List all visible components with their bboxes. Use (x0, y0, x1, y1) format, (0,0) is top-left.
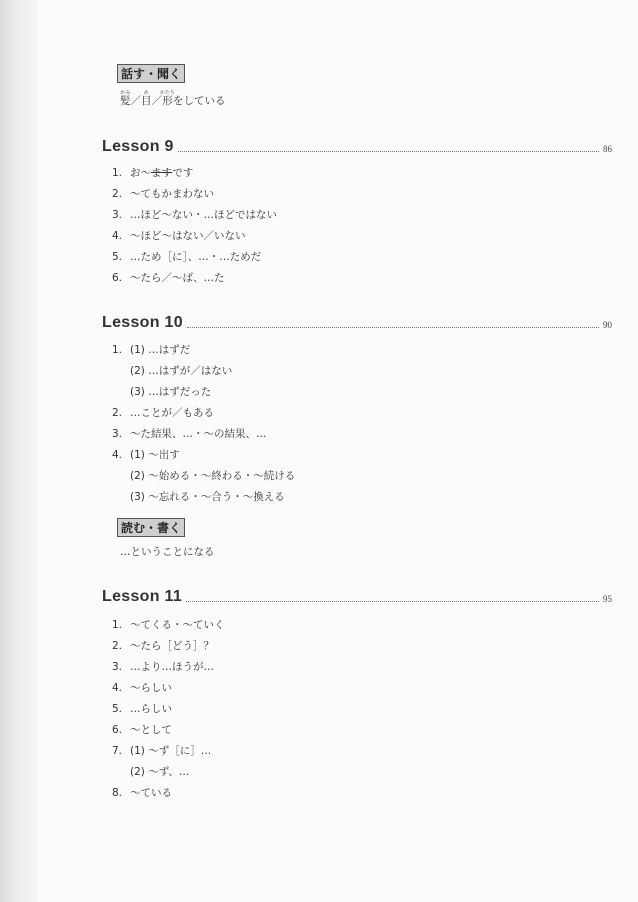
sep: ／ (151, 95, 162, 107)
item-text: (1) …はずだ (130, 344, 191, 356)
dot-leader (186, 600, 599, 602)
list-item (112, 271, 225, 285)
list-item (112, 786, 172, 800)
list-item (112, 448, 180, 462)
dot-leader (178, 150, 599, 152)
item-text: ～らしい (130, 682, 172, 694)
item-text: (1) ～出す (130, 449, 180, 461)
item-text: ～てもかまわない (130, 188, 214, 200)
item-text: お～ (130, 167, 151, 179)
item-number: 6. (112, 724, 123, 736)
item-text: (1) ～ず［に］… (130, 745, 212, 757)
list-item (112, 639, 214, 653)
list-item (112, 723, 172, 737)
item-number: 1. (112, 344, 123, 356)
yomu-kaku-badge (117, 518, 185, 537)
list-item (112, 187, 214, 201)
list-item (112, 681, 172, 695)
lesson-11-heading (102, 586, 612, 606)
item-text: (3) …はずだった (130, 386, 212, 398)
item-number: 6. (112, 272, 123, 284)
katachi-text: 形 (160, 95, 175, 107)
struck-text: ます (151, 167, 173, 179)
kami-ruby: かみ (120, 90, 131, 96)
list-item (130, 765, 189, 779)
list-item (112, 250, 261, 264)
list-item (130, 364, 232, 378)
list-item (112, 660, 214, 674)
item-number: 2. (112, 407, 123, 419)
item-number: 5. (112, 703, 123, 715)
lesson-title: Lesson 9 (102, 138, 174, 155)
item-text: です (172, 167, 194, 179)
list-item (112, 744, 211, 758)
item-number: 4. (112, 449, 123, 461)
item-number: 5. (112, 251, 123, 263)
item-text: …ほど～ない・…ほどではない (130, 209, 277, 221)
item-text: …より…ほうが… (130, 661, 214, 673)
list-item (112, 166, 193, 180)
badge-label: 話す・聞く (121, 67, 182, 81)
hanasu-kiku-badge (117, 64, 185, 83)
item-text: …ことが／もある (130, 407, 214, 419)
item-number: 3. (112, 661, 123, 673)
item-text: (3) ～忘れる・～合う・～換える (130, 491, 285, 503)
rest-text: をしている (173, 95, 226, 107)
katachi-ruby: かたち (160, 90, 176, 96)
list-item (112, 702, 172, 716)
lesson-title: Lesson 11 (102, 588, 183, 605)
dot-leader (187, 326, 599, 328)
list-item (112, 406, 214, 420)
list-item (130, 469, 295, 483)
item-text: ～として (130, 724, 172, 736)
yomu-kaku-item (120, 545, 215, 559)
page-number: 95 (603, 594, 612, 604)
item-text: ～ほど～はない／いない (130, 230, 246, 242)
item-text: …らしい (130, 703, 172, 715)
page-number: 86 (603, 144, 612, 154)
item-number: 4. (112, 682, 123, 694)
list-item (112, 427, 267, 441)
badge-label: 読む・書く (121, 521, 182, 535)
item-number: 3. (112, 209, 123, 221)
list-item (112, 229, 246, 243)
lesson-title: Lesson 10 (102, 314, 183, 331)
item-text: (2) …はずが／はない (130, 365, 233, 377)
item-text: (2) ～ず、… (130, 766, 190, 778)
me-ruby: め (141, 90, 152, 96)
me-text: 目 (141, 95, 152, 107)
item-number: 2. (112, 640, 123, 652)
item-number: 3. (112, 428, 123, 440)
item-text: ～た結果、…・～の結果、… (130, 428, 267, 440)
hanasu-kiku-item (120, 90, 226, 108)
list-item (112, 208, 277, 222)
lesson-10-heading (102, 312, 612, 332)
item-text: …ため［に］、…・…ためだ (130, 251, 262, 263)
list-item (130, 385, 211, 399)
item-text: (2) ～始める・～終わる・～続ける (130, 470, 296, 482)
lesson-9-heading (102, 136, 612, 156)
item-text: ～たら［どう］？ (130, 640, 214, 652)
page-number: 90 (603, 320, 612, 330)
scan-shadow (0, 0, 38, 902)
item-number: 7. (112, 745, 123, 757)
list-item (112, 343, 190, 357)
item-text: ～てくる・～ていく (130, 619, 225, 631)
item-number: 2. (112, 188, 123, 200)
item-number: 8. (112, 787, 123, 799)
list-item (130, 490, 285, 504)
item-number: 4. (112, 230, 123, 242)
list-item (112, 618, 225, 632)
sep: ／ (130, 95, 141, 107)
item-text: ～たら／～ば、…た (130, 272, 225, 284)
item-number: 1. (112, 167, 123, 179)
item-text: ～ている (130, 787, 172, 799)
kami-text: 髪 (120, 95, 131, 107)
item-text: …ということになる (120, 546, 215, 558)
item-number: 1. (112, 619, 123, 631)
